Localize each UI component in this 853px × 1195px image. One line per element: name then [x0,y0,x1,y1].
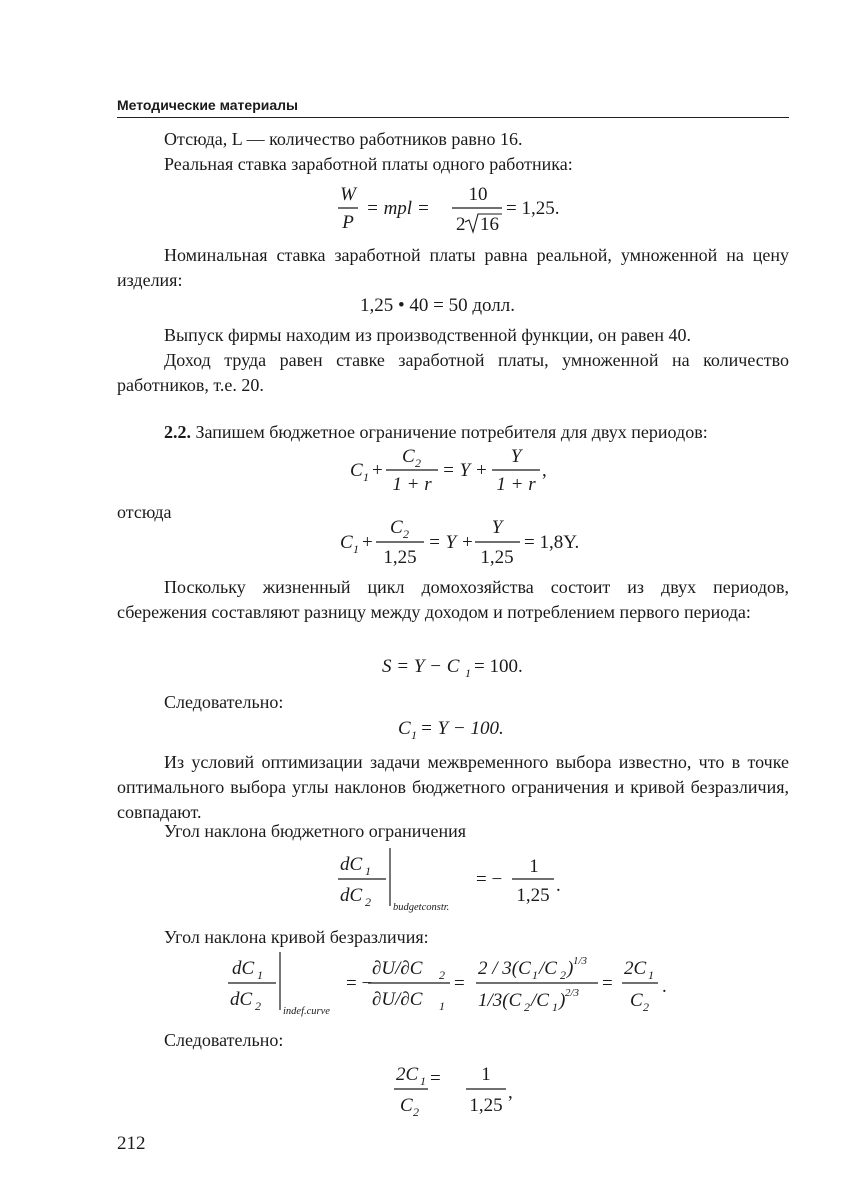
formula-part-f8-d2-mid: /C [531,990,549,1011]
f1-frac-num: 10 [468,184,488,205]
f1-frac-den-coef: 2 [456,214,466,235]
formula-part-f6-result: = Y − 100. [420,718,504,739]
formula-part-f8-n2-end: ) [567,958,574,979]
formula-part-f3-plus: + [372,460,383,481]
formula-part-f4-plus: + [362,532,373,553]
formula-part-f7-eq: = − [476,869,503,890]
f8-eq3: = [602,973,613,994]
formula-part-f5-sub: 1 [465,666,471,680]
section-number: 2.2. [164,422,191,442]
formula-part-f8-n2: 2 / 3(C [478,958,531,979]
f1-frac-den-root: 16 [480,214,499,235]
formula-equality [392,1056,532,1116]
paragraph-savings: Поскольку жизненный цикл домохозяйства состоит из двух периодов, сбережения составляют разницу между доходом и потреблением первого периода: [117,577,789,622]
formula-part-f8-d1: ∂U/∂C [372,989,423,1010]
formula-part-f8-n1: ∂U/∂C [372,958,423,979]
paragraph-firm-output: Выпуск фирмы находим из производственной функции, он равен 40. [164,325,691,345]
section-text: Запишем бюджетное ограничение потребителя для двух периодов: [191,422,708,442]
formula-part-f8-d3: C [630,990,643,1011]
formula-indiff-slope [228,950,688,1022]
formula-part-f3-eq: = Y + [442,460,488,481]
paragraph-therefore-1: Следовательно: [164,692,284,712]
formula-symbol: 1 [532,968,538,982]
f1-lhs-num: W [340,184,356,205]
formula-part-f8-d3-sub: 2 [643,1000,649,1014]
formula-part-f4-result: = 1,8Y. [524,532,580,553]
formula-part-f9-den: C [400,1095,413,1116]
formula-part-f8-n3: 2C [624,958,647,979]
formula-part-f3-num2: Y [510,446,522,467]
formula-real-wage [330,178,590,238]
f2-text: 1,25 • 40 = 50 долл. [360,295,515,316]
formula-part-f9-den-sub: 2 [413,1105,419,1116]
formula-part-f8-end: . [662,976,667,997]
formula-part-f8-eq: = − [346,973,373,994]
formula-part-f3-den: 1 + r [392,474,432,495]
formula-part-f7-den-sub: 2 [365,895,371,909]
paragraph-budget-slope: Угол наклона бюджетного ограничения [164,821,467,841]
formula-part-f9-rnum: 1 [481,1064,491,1085]
formula-part-f7-den: dC [340,885,363,906]
formula-part-f8-n2-mid: /C [539,958,557,979]
formula-savings [382,652,562,680]
formula-part-f5-result: = 100. [474,656,523,677]
formula-part-f4-c1: C [340,532,353,553]
formula-part-f4-num-sub: 2 [403,527,409,541]
formula-part-f8-num-sub: 1 [257,968,263,982]
f1-mid: = mpl = [366,198,430,219]
formula-part-f7-rnum: 1 [529,856,539,877]
f8-eq2: = [454,973,465,994]
f1-lhs-den: P [342,212,354,233]
formula-part-f9-rden: 1,25 [469,1095,503,1116]
formula-part-f8-den: dC [230,989,253,1010]
formula-part-f7-rden: 1,25 [516,885,550,906]
formula-c1 [398,714,538,742]
page-number: 212 [117,1133,146,1154]
formula-part-f7-end: . [556,875,561,896]
formula-part-f8-d1-sub: 1 [439,999,445,1013]
formula-part-f3-num-sub: 2 [415,456,421,470]
formula-part-f8-den-sub: 2 [255,999,261,1013]
formula-budget-constraint [350,442,570,498]
formula-symbol: 2 [524,1000,530,1014]
paragraph-real-wage-intro: Реальная ставка заработной платы одного работника: [164,154,573,174]
formula-symbol: 2 [560,968,566,982]
formula-part-f7-cond: budgetconstr. [393,902,450,913]
formula-part-f7-num: dC [340,854,363,875]
formula-part-f9-end: , [508,1082,513,1103]
paragraph-indiff-slope: Угол наклона кривой безразличия: [164,927,429,947]
formula-part-f9-num: 2C [396,1064,419,1085]
formula-part-f4-num: C [390,517,403,538]
paragraph-optimization: Из условий оптимизации задачи межвременного выбора известно, что в точке оптимального выбора углы наклонов бюджетного ограничения и кривой безразличия, совпадают. [117,752,789,822]
formula-part-f6-text: C [398,718,411,739]
formula-part-f4-den: 1,25 [383,547,417,568]
formula-budget-slope [338,846,578,916]
formula-part-f6-sub: 1 [411,728,417,742]
paragraph-labor-income: Доход труда равен ставке заработной платы, умноженной на количество работников, т.е. 20. [117,350,789,395]
formula-part-f5-text: S = Y − C [382,656,460,677]
formula-part-f9-eq: = [430,1068,441,1089]
formula-part-f3-den2: 1 + r [496,474,536,495]
formula-part-f8-d2-end: ) [559,990,566,1011]
formula-part-f3-end: , [542,460,547,481]
formula-part-f7-num-sub: 1 [365,864,371,878]
formula-part-f4-eq: = Y + [428,532,474,553]
formula-part-f9-num-sub: 1 [420,1074,426,1088]
formula-part-f8-cond: indef.curve [283,1006,330,1017]
formula-part-f4-num2: Y [491,517,503,538]
formula-part-f8-n2-exp: 1/3 [573,955,588,967]
paragraph-nominal-wage: Номинальная ставка заработной платы равна реальной, умноженной на цену изделия: [117,245,789,290]
formula-part-f8-d2-exp: 2/3 [565,987,580,999]
formula-budget-constraint-numeric [340,512,600,570]
formula-part-f8-num: dC [232,958,255,979]
formula-symbol: 1 [552,1000,558,1014]
formula-part-f3-num: C [402,446,415,467]
paragraph-therefore-2: Следовательно: [164,1030,284,1050]
formula-part-f8-n1-sub: 2 [439,968,445,982]
formula-nominal-wage [360,292,560,318]
formula-part-f3-c1: C [350,460,363,481]
formula-part-f4-den2: 1,25 [480,547,514,568]
paragraph-hence: отсюда [117,502,172,522]
f1-result: = 1,25. [506,198,560,219]
formula-part-f8-d2: 1/3(C [478,990,522,1011]
paragraph-workers-count: Отсюда, L — количество работников равно 16. [164,129,523,149]
formula-part-f8-n3-sub: 1 [648,968,654,982]
running-header: Методические материалы [117,97,789,118]
formula-part-f3-c1-sub: 1 [363,470,369,484]
formula-part-f4-c1-sub: 1 [353,542,359,556]
